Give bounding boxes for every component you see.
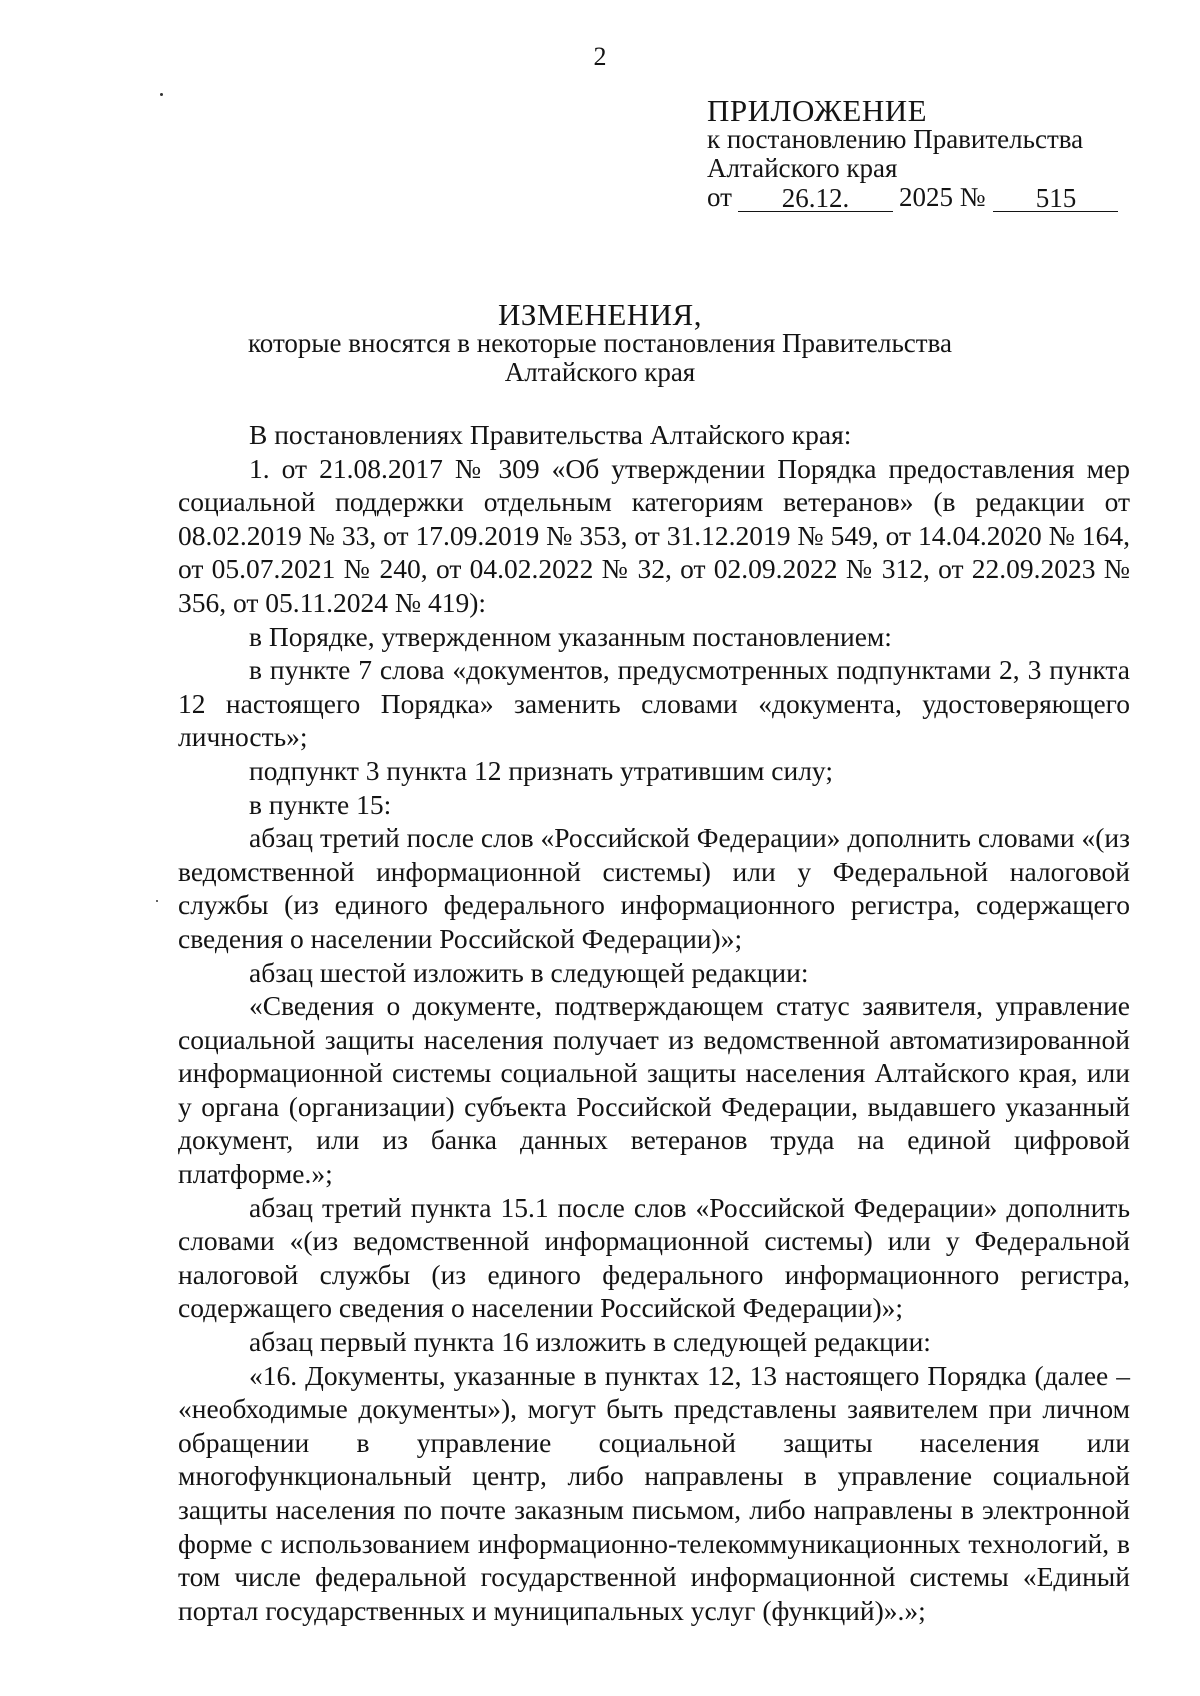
paragraph: в пункте 15: <box>249 788 392 820</box>
heading-subtitle-line1: которые вносятся в некоторые постановления Правительства <box>248 328 952 358</box>
appendix-line-region: Алтайского края <box>707 153 898 183</box>
from-label: от <box>707 182 732 212</box>
decree-number: 515 <box>993 185 1118 212</box>
paragraph: «16. Документы, указанные в пунктах 12, 13 настоящего Порядка (далее – «необходимые документы»), могут быть представлены заявителем при личном обращении в управление социальной защиты населения или многофункциональный центр, либо направлены в управление социальной защиты населения по почте заказным письмом, либо направлены в электронной форме с использованием информационно-телекоммуникационных технологий, в том числе федеральной государственной информационной системы «Единый портал государственных и муниципальных услуг (функций)».»; <box>178 1359 1130 1626</box>
year-label: 2025 № <box>898 182 986 212</box>
appendix-line-decree: к постановлению Правительства <box>707 124 1084 154</box>
paragraph: в пункте 7 слова «документов, предусмотренных подпунктами 2, 3 пункта 12 настоящего Порядка» заменить словами «документа, удостоверяющего личность»; <box>178 654 1130 753</box>
paragraph: абзац первый пункта 16 изложить в следующей редакции: <box>249 1326 931 1358</box>
scan-speck <box>160 93 163 96</box>
decree-date: 26.12. <box>738 185 893 212</box>
paragraph: абзац третий после слов «Российской Федерации» дополнить словами «(из ведомственной информационной системы) или у Федеральной налоговой службы (из единого федерального информационного регистра, содержащего сведения о населении Российской Федерации)»; <box>178 822 1130 954</box>
paragraph: «Сведения о документе, подтверждающем статус заявителя, управление социальной защиты населения получает из ведомственной автоматизированной информационной системы социальной защиты населения Алтайского края, или у органа (организации) субъекта Российской Федерации, выдавшего указанный документ, или из банка данных ветеранов труда на единой цифровой платформе.»; <box>178 990 1130 1190</box>
document-heading <box>0 297 1200 387</box>
paragraph: 1. от 21.08.2017 № 309 «Об утверждении Порядка предоставления мер социальной поддержки отдельным категориям ветеранов» (в редакции от 08.02.2019 № 33, от 17.09.2019 № 353, от 31.12.2019 № 549, от 14.04.2020 № 164, от 05.07.2021 № 240, от 04.02.2022 № 32, от 02.09.2022 № 312, от 22.09.2023 № 356, от 05.11.2024 № 419): <box>178 452 1130 618</box>
paragraph: абзац шестой изложить в следующей редакции: <box>249 956 809 988</box>
appendix-date-line <box>707 183 1118 212</box>
page-number: 2 <box>593 42 607 71</box>
paragraph: В постановлениях Правительства Алтайского края: <box>249 419 852 450</box>
paragraph: подпункт 3 пункта 12 признать утратившим силу; <box>249 754 833 786</box>
paragraph: в Порядке, утвержденном указанным постановлением: <box>249 620 892 652</box>
paragraph: абзац третий пункта 15.1 после слов «Российской Федерации» дополнить словами «(из ведомственной информационной системы) или у Федеральной налоговой службы (из единого федерального информационного регистра, содержащего сведения о населении Российской Федерации)»; <box>178 1191 1130 1324</box>
appendix-block <box>707 93 1118 213</box>
heading-subtitle-line2: Алтайского края <box>504 357 696 387</box>
heading-title: ИЗМЕНЕНИЯ, <box>498 297 702 332</box>
document-body <box>178 418 1130 1627</box>
appendix-title: ПРИЛОЖЕНИЕ <box>707 93 928 128</box>
scan-speck <box>156 900 158 902</box>
